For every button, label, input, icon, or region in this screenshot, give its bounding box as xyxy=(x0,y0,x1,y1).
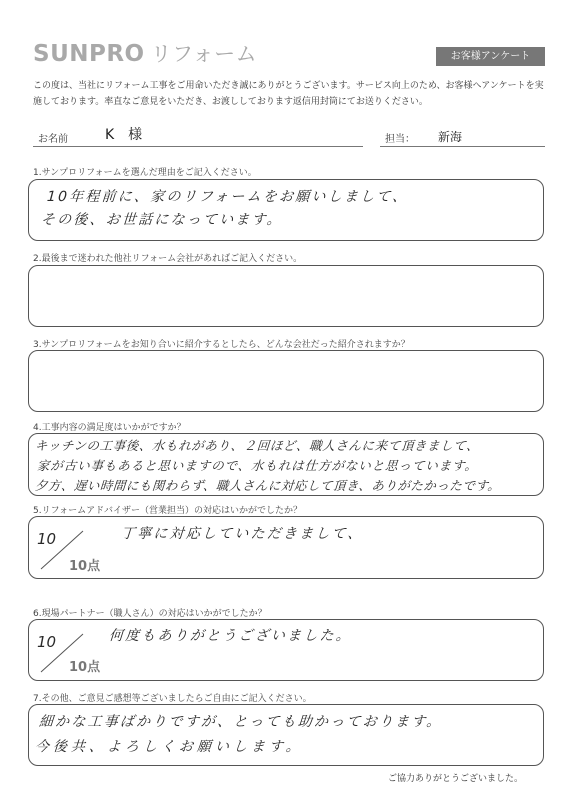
answer-box-3 xyxy=(28,350,544,412)
answer-box-5 xyxy=(28,516,544,579)
answer-box-7 xyxy=(28,704,544,766)
customer-name-label: お名前 xyxy=(38,134,68,145)
answer-box-2 xyxy=(28,265,544,327)
answer-box-1 xyxy=(28,179,544,241)
thanks-text: ご協力ありがとうございました。 xyxy=(388,774,524,784)
name-underline xyxy=(33,146,363,147)
score-6-max: 10点 xyxy=(69,660,101,675)
staff-underline xyxy=(380,146,545,147)
brand-sub: リフォーム xyxy=(150,42,258,66)
answer-1-line-1: 10年程前に、家のリフォームをお願いしまして、 xyxy=(46,189,409,205)
question-2-label: 2.最後まで迷われた他社リフォーム会社があればご記入ください。 xyxy=(33,254,303,264)
intro-text: この度は、当社にリフォーム工事をご用命いただき誠にありがとうございます。サービス向上のため、お客様へアンケートを実施しております。率直なご意見をいただき、お渡ししております返信用封筒にてお送りください。 xyxy=(33,81,544,107)
question-3-label: 3.サンプロリフォームをお知り合いに紹介するとしたら、どんな会社だった紹介されますか？ xyxy=(33,340,410,350)
answer-box-6 xyxy=(28,619,544,681)
brand-name: SUNPRO xyxy=(33,41,145,67)
answer-5-line-1: 丁寧に対応していただきまして、 xyxy=(120,526,365,542)
score-5-value: 10 xyxy=(37,530,57,548)
answer-7-line-2: 今後共、よろしくお願いします。 xyxy=(34,739,305,755)
customer-name-value: K 様 xyxy=(105,127,143,143)
staff-value: 新海 xyxy=(438,130,463,144)
score-5-max: 10点 xyxy=(69,559,101,574)
answer-6-line-1: 何度もありがとうございました。 xyxy=(108,628,353,644)
answer-7-line-1: 細かな工事ばかりですが、とっても助かっております。 xyxy=(38,714,444,730)
brand-logo xyxy=(33,38,257,68)
score-6-value: 10 xyxy=(37,633,57,651)
answer-1-line-2: その後、お世話になっています。 xyxy=(40,212,284,228)
answer-4-line-2: 家が古い事もあると思いますので、水もれは仕方がないと思っています。 xyxy=(36,458,479,473)
question-6-label: 6.現場パートナー（職人さん）の対応はいかがでしたか？ xyxy=(33,609,267,619)
question-5-label: 5.リフォームアドバイザー（営業担当）の対応はいかがでしたか？ xyxy=(33,506,302,516)
answer-box-4 xyxy=(28,433,544,496)
staff-label: 担当： xyxy=(385,134,415,145)
answer-4-line-1: キッチンの工事後、水もれがあり、２回ほど、職人さんに来て頂きまして、 xyxy=(34,438,480,453)
question-4-label: 4.工事内容の満足度はいかがですか？ xyxy=(33,423,186,433)
question-1-label: 1.サンプロリフォームを選んだ理由をご記入ください。 xyxy=(33,168,257,178)
question-7-label: 7.その他、ご意見ご感想等ございましたらご自由にご記入ください。 xyxy=(33,694,312,704)
answer-4-line-3: 夕方、遅い時間にも関わらず、職人さんに対応して頂き、ありがたかったです。 xyxy=(34,478,502,493)
survey-tag: お客様アンケート xyxy=(436,47,545,66)
